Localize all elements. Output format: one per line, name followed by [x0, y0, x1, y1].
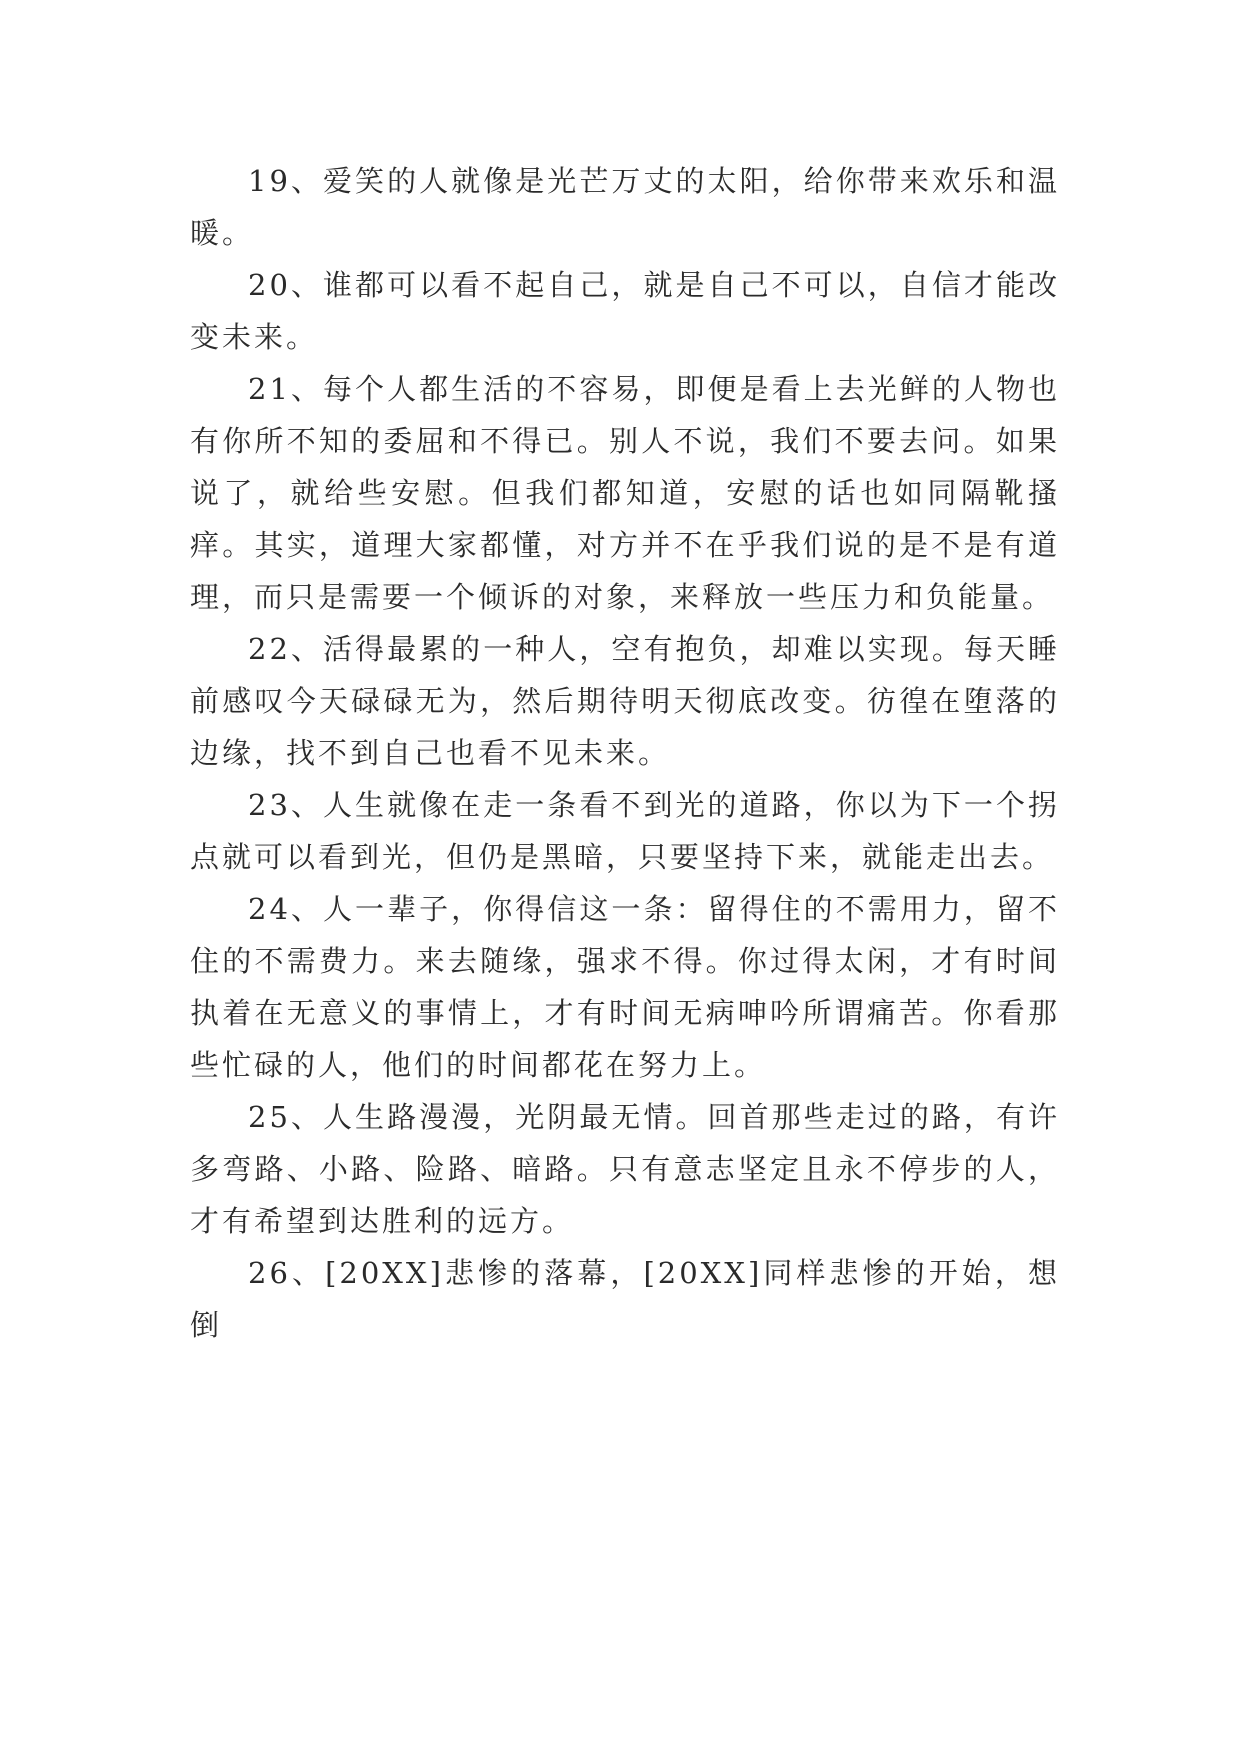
paragraph-24: 24、人一辈子，你得信这一条：留得住的不需用力，留不住的不需费力。来去随缘，强求不得。你过得太闲，才有时间执着在无意义的事情上，才有时间无病呻吟所谓痛苦。你看那些忙碌的人，他们的时间都花在努力上。: [190, 892, 1060, 1082]
document-body: [190, 155, 1060, 1351]
paragraph-19: 19、爱笑的人就像是光芒万丈的太阳，给你带来欢乐和温暖。: [190, 164, 1060, 250]
paragraph-22: 22、活得最累的一种人，空有抱负，却难以实现。每天睡前感叹今天碌碌无为，然后期待明天彻底改变。彷徨在堕落的边缘，找不到自己也看不见未来。: [190, 632, 1060, 770]
paragraph-23: 23、人生就像在走一条看不到光的道路，你以为下一个拐点就可以看到光，但仍是黑暗，只要坚持下来，就能走出去。: [190, 788, 1060, 874]
paragraph-25: 25、人生路漫漫，光阴最无情。回首那些走过的路，有许多弯路、小路、险路、暗路。只有意志坚定且永不停步的人，才有希望到达胜利的远方。: [190, 1100, 1060, 1238]
paragraph-26: 26、[20XX]悲惨的落幕，[20XX]同样悲惨的开始，想倒: [190, 1256, 1060, 1342]
paragraph-20: 20、谁都可以看不起自己，就是自己不可以，自信才能改变未来。: [190, 268, 1060, 354]
paragraph-21: 21、每个人都生活的不容易，即便是看上去光鲜的人物也有你所不知的委屈和不得已。别人不说，我们不要去问。如果说了，就给些安慰。但我们都知道，安慰的话也如同隔靴搔痒。其实，道理大家都懂，对方并不在乎我们说的是不是有道理，而只是需要一个倾诉的对象，来释放一些压力和负能量。: [190, 372, 1060, 614]
